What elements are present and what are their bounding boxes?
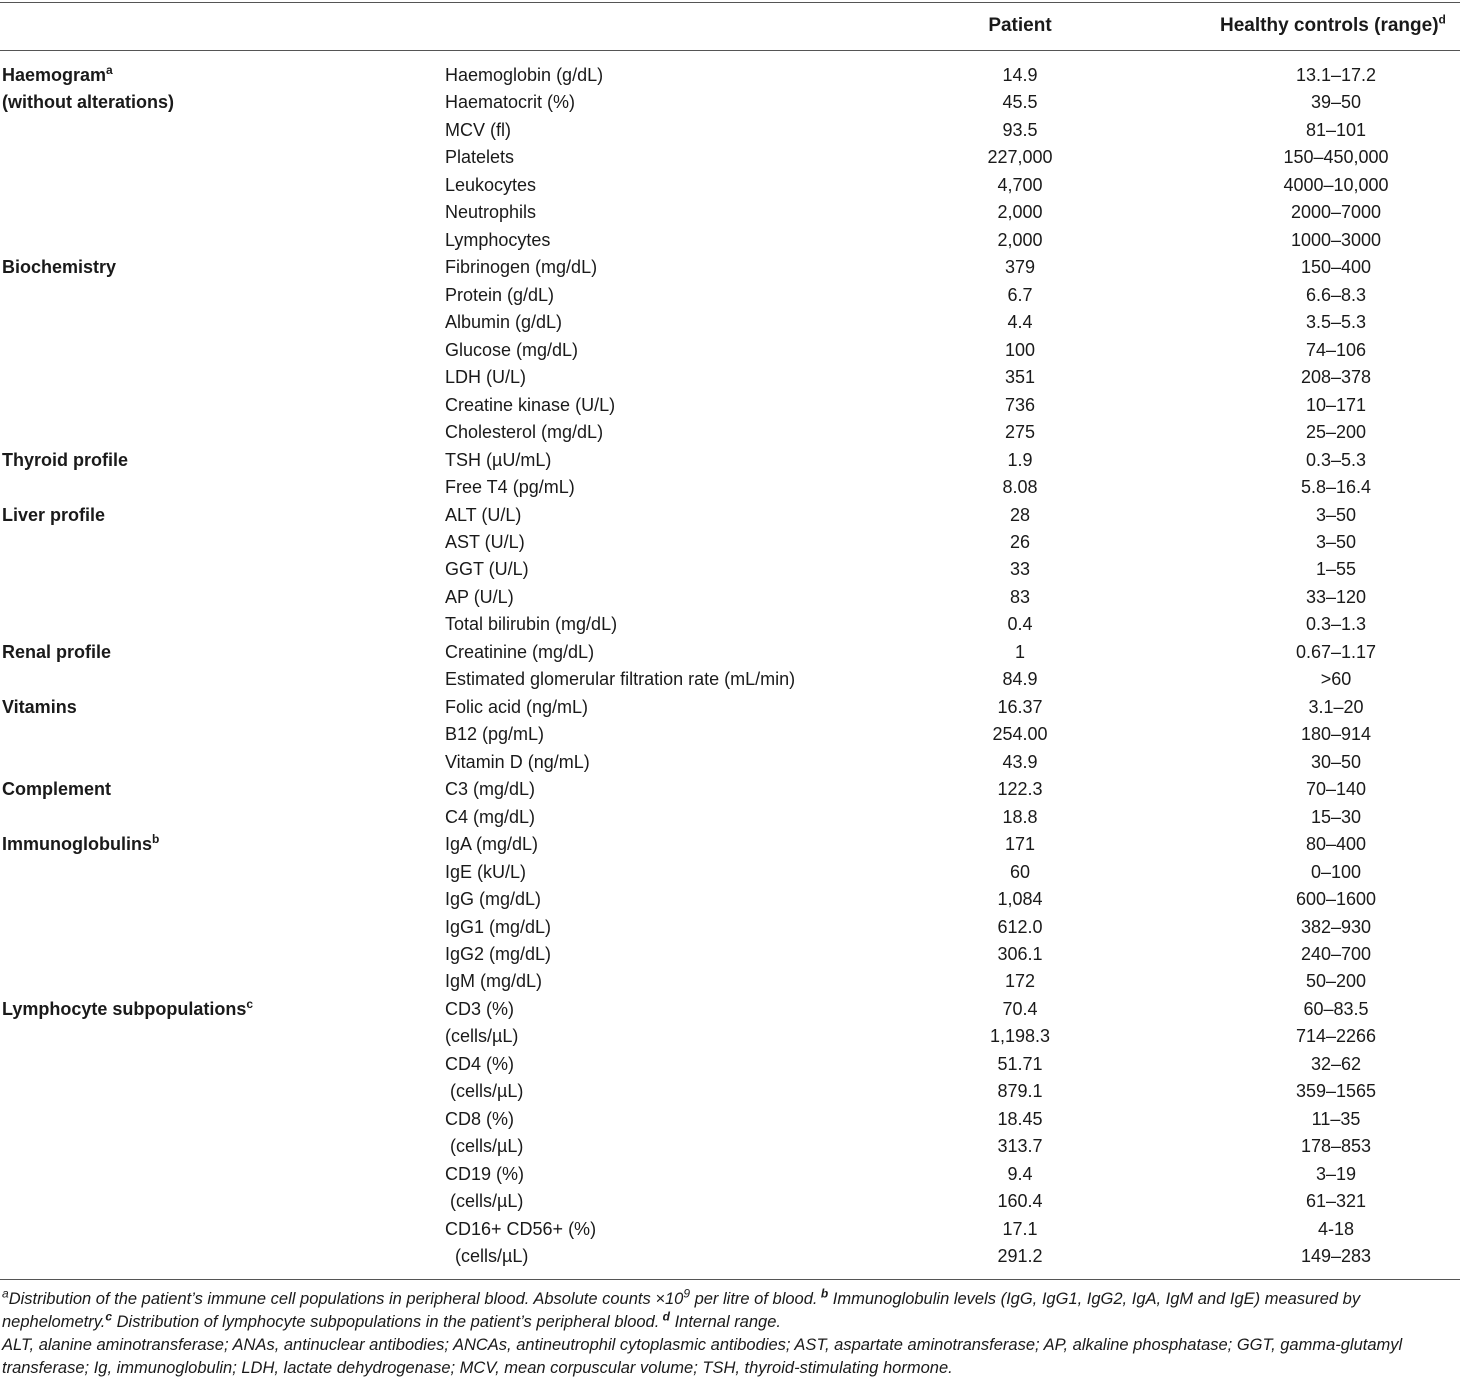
controls-range-cell: 0.3–1.3 <box>1305 614 1367 635</box>
controls-range-cell: 382–930 <box>1300 916 1372 937</box>
test-name-cell: (cells/µL) <box>445 1136 524 1157</box>
controls-range-cell: 13.1–17.2 <box>1295 65 1377 85</box>
test-name-cell: IgM (mg/dL) <box>445 971 543 992</box>
footnote-marker: b <box>152 832 160 847</box>
patient-value-cell: 879.1 <box>997 1081 1043 1102</box>
controls-range-cell: 178–853 <box>1300 1136 1372 1157</box>
controls-range-cell: 6.6–8.3 <box>1305 284 1367 305</box>
test-name-cell: Estimated glomerular filtration rate (mL/min) <box>445 669 796 690</box>
table-row <box>0 666 1460 693</box>
controls-range-cell: 2000–7000 <box>1290 202 1382 223</box>
test-name-cell: TSH (µU/mL) <box>445 449 552 470</box>
group-label-text: Liver profile <box>2 504 106 525</box>
table-row <box>0 859 1460 886</box>
test-name-cell: C4 (mg/dL) <box>445 806 536 827</box>
patient-value-cell: 43.9 <box>1002 751 1038 772</box>
table-row <box>0 1243 1460 1270</box>
row-group-label <box>2 639 111 666</box>
test-name-cell: Haematocrit (%) <box>445 92 576 113</box>
table-row <box>0 117 1460 144</box>
footnote-c-text: Distribution of lymphocyte subpopulations in the patient’s peripheral blood. <box>112 1313 660 1331</box>
table-row <box>0 1106 1460 1133</box>
lab-results-table <box>0 62 1460 1271</box>
patient-value-cell: 28 <box>1009 504 1031 525</box>
patient-value-cell: 2,000 <box>997 202 1043 223</box>
test-name-cell: IgE (kU/L) <box>445 861 527 882</box>
group-label-text: Biochemistry <box>2 257 117 278</box>
footnote-b-text: Immunoglobulin levels (IgG, IgG1, IgG2, IgA, IgM and IgE) measured by nephelometry. <box>2 1290 1361 1331</box>
patient-value-cell: 4.4 <box>1007 312 1033 333</box>
table-row <box>0 639 1460 666</box>
test-name-cell: Fibrinogen (mg/dL) <box>445 257 598 278</box>
table-row <box>0 886 1460 913</box>
footnote-marker-a: a <box>2 1286 9 1301</box>
controls-range-cell: 4000–10,000 <box>1283 174 1389 195</box>
table-row <box>0 721 1460 748</box>
controls-range-cell: 150–450,000 <box>1283 147 1389 168</box>
patient-value-cell: 16.37 <box>997 696 1043 717</box>
patient-value-cell: 4,700 <box>997 174 1043 195</box>
test-name-cell: Haemoglobin (g/dL) <box>445 65 604 85</box>
table-row <box>0 1051 1460 1078</box>
controls-range-cell: 70–140 <box>1305 779 1367 800</box>
group-label-text: Vitamins <box>2 696 77 717</box>
test-name-cell: CD4 (%) <box>445 1053 515 1074</box>
patient-value-cell: 379 <box>1004 257 1036 278</box>
patient-value-cell: 351 <box>1004 367 1036 388</box>
table-row <box>0 1078 1460 1105</box>
controls-range-cell: 80–400 <box>1305 834 1367 855</box>
test-name-cell: C3 (mg/dL) <box>445 779 536 800</box>
table-row <box>0 584 1460 611</box>
table-row <box>0 1023 1460 1050</box>
column-header-healthy-controls <box>1220 14 1446 38</box>
table-row <box>0 529 1460 556</box>
controls-range-cell: >60 <box>1320 669 1352 690</box>
table-row <box>0 282 1460 309</box>
controls-range-cell: 61–321 <box>1305 1191 1367 1212</box>
test-name-cell: Albumin (g/dL) <box>445 312 563 333</box>
patient-value-cell: 70.4 <box>1002 998 1038 1019</box>
test-name-cell: Leukocytes <box>445 174 537 195</box>
table-row <box>0 419 1460 446</box>
footnote-marker: a <box>106 63 113 77</box>
patient-value-cell: 172 <box>1004 971 1036 992</box>
test-name-cell: B12 (pg/mL) <box>445 724 545 745</box>
test-name-cell: IgG2 (mg/dL) <box>445 944 552 964</box>
test-name-cell: (cells/µL) <box>445 1026 519 1047</box>
test-name-cell: Folic acid (ng/mL) <box>445 696 589 717</box>
patient-value-cell: 8.08 <box>1002 477 1038 498</box>
row-group-sublabel: (without alterations) <box>2 92 174 113</box>
controls-range-cell: 50–200 <box>1305 971 1367 992</box>
column-header-patient <box>960 14 1080 38</box>
patient-value-cell: 313.7 <box>997 1136 1043 1157</box>
patient-value-cell: 171 <box>1004 834 1036 855</box>
controls-range-cell: 714–2266 <box>1295 1026 1377 1047</box>
test-name-cell: Creatinine (mg/dL) <box>445 641 595 662</box>
patient-value-cell: 0.4 <box>1007 614 1033 635</box>
footnote-marker-b: b <box>817 1286 829 1301</box>
test-name-cell: AST (U/L) <box>445 531 525 552</box>
row-group-label <box>2 254 116 281</box>
table-row <box>0 392 1460 419</box>
patient-value-cell: 227,000 <box>987 147 1053 168</box>
table-row <box>0 1188 1460 1215</box>
controls-range-cell: 208–378 <box>1300 367 1372 388</box>
controls-range-cell: 32–62 <box>1310 1053 1362 1074</box>
row-group-label <box>2 447 128 474</box>
footnote-paragraph <box>2 1288 1458 1334</box>
footnote-a-tail: per litre of blood. <box>690 1290 818 1308</box>
header-rule <box>0 50 1460 51</box>
patient-value-cell: 6.7 <box>1007 284 1033 305</box>
table-row <box>0 364 1460 391</box>
row-group-label <box>2 996 253 1023</box>
patient-value-cell: 18.8 <box>1002 806 1038 827</box>
controls-range-cell: 3.1–20 <box>1308 696 1364 717</box>
table-row <box>0 941 1460 968</box>
group-label-text: Haemogram <box>2 65 107 85</box>
table-row <box>0 1161 1460 1188</box>
test-name-cell: CD16+ CD56+ (%) <box>445 1218 597 1239</box>
column-header-controls-label: Healthy controls (range) <box>1220 15 1439 36</box>
patient-value-cell: 18.45 <box>997 1108 1043 1129</box>
table-row <box>0 309 1460 336</box>
table-row <box>0 749 1460 776</box>
test-name-cell: MCV (fl) <box>445 119 511 140</box>
footnote-d-text: Internal range. <box>669 1313 781 1331</box>
patient-value-cell: 51.71 <box>997 1053 1043 1074</box>
footnote-marker-d: d <box>659 1309 670 1324</box>
controls-range-cell: 33–120 <box>1305 586 1367 607</box>
test-name-cell: Lymphocytes <box>445 229 551 250</box>
test-name-cell: Glucose (mg/dL) <box>445 339 579 360</box>
controls-range-cell: 149–283 <box>1300 1246 1372 1267</box>
table-row <box>0 968 1460 995</box>
footnote-marker: c <box>246 996 254 1011</box>
row-group-label <box>2 776 111 803</box>
footnote-marker: d <box>1438 12 1446 27</box>
patient-value-cell: 45.5 <box>1002 92 1038 113</box>
patient-value-cell: 275 <box>1004 422 1036 443</box>
patient-value-cell: 9.4 <box>1007 1163 1033 1184</box>
test-name-cell: CD8 (%) <box>445 1108 515 1129</box>
footnote-a-text: Distribution of the patient’s immune cell populations in peripheral blood. Absolute counts ×10 <box>8 1290 684 1308</box>
table-row <box>0 172 1460 199</box>
controls-range-cell: 240–700 <box>1300 944 1372 964</box>
table-row <box>0 694 1460 721</box>
table-row <box>0 89 1460 116</box>
patient-value-cell: 100 <box>1004 339 1036 360</box>
test-name-cell: Platelets <box>445 147 515 168</box>
patient-value-cell: 83 <box>1009 586 1031 607</box>
test-name-cell: ALT (U/L) <box>445 504 522 525</box>
test-name-cell: Neutrophils <box>445 202 537 223</box>
table-row <box>0 1133 1460 1160</box>
test-name-cell: IgA (mg/dL) <box>445 834 539 855</box>
group-label-text: Thyroid profile <box>2 449 128 470</box>
footnote-a-exponent: 9 <box>683 1286 690 1301</box>
patient-value-cell: 84.9 <box>1002 669 1038 690</box>
test-name-cell: IgG (mg/dL) <box>445 889 542 910</box>
test-name-cell: LDH (U/L) <box>445 367 527 388</box>
patient-value-cell: 60 <box>1009 861 1031 882</box>
controls-range-cell: 4-18 <box>1317 1218 1355 1239</box>
patient-value-cell: 17.1 <box>1002 1218 1038 1239</box>
row-group-label <box>2 62 113 89</box>
controls-range-cell: 0.67–1.17 <box>1295 641 1377 662</box>
controls-range-cell: 39–50 <box>1310 92 1362 113</box>
patient-value-cell: 26 <box>1009 531 1031 552</box>
patient-value-cell: 612.0 <box>997 916 1043 937</box>
controls-range-cell: 81–101 <box>1305 119 1367 140</box>
controls-range-cell: 74–106 <box>1305 339 1367 360</box>
controls-range-cell: 180–914 <box>1300 724 1372 745</box>
patient-value-cell: 160.4 <box>997 1191 1043 1212</box>
test-name-cell: GGT (U/L) <box>445 559 529 580</box>
test-name-cell: Vitamin D (ng/mL) <box>445 751 590 772</box>
controls-range-cell: 15–30 <box>1310 806 1362 827</box>
table-top-rule <box>0 2 1460 3</box>
table-footnotes <box>2 1288 1458 1380</box>
table-row <box>0 447 1460 474</box>
controls-range-cell: 3–50 <box>1315 504 1357 525</box>
controls-range-cell: 359–1565 <box>1295 1081 1377 1102</box>
test-name-cell: Total bilirubin (mg/dL) <box>445 614 618 635</box>
controls-range-cell: 10–171 <box>1305 394 1367 415</box>
row-group-label <box>2 831 159 858</box>
table-row <box>0 776 1460 803</box>
group-label-text: Lymphocyte subpopulations <box>2 998 247 1019</box>
controls-range-cell: 3.5–5.3 <box>1305 312 1367 333</box>
table-row <box>0 1216 1460 1243</box>
patient-value-cell: 306.1 <box>997 944 1043 964</box>
controls-range-cell: 1000–3000 <box>1290 229 1382 250</box>
column-header-patient-label: Patient <box>988 15 1052 36</box>
patient-value-cell: 291.2 <box>997 1246 1043 1267</box>
patient-value-cell: 33 <box>1009 559 1031 580</box>
row-group-label <box>2 694 77 721</box>
test-name-cell: AP (U/L) <box>445 586 514 607</box>
patient-value-cell: 1,084 <box>997 889 1043 910</box>
controls-range-cell: 1–55 <box>1315 559 1357 580</box>
patient-value-cell: 1 <box>1014 641 1025 662</box>
table-row <box>0 199 1460 226</box>
test-name-cell: CD3 (%) <box>445 998 515 1019</box>
table-row <box>0 502 1460 529</box>
table-bottom-rule <box>0 1279 1460 1280</box>
controls-range-cell: 0.3–5.3 <box>1305 449 1367 470</box>
table-row <box>0 227 1460 254</box>
table-row <box>0 804 1460 831</box>
controls-range-cell: 25–200 <box>1305 422 1367 443</box>
controls-range-cell: 5.8–16.4 <box>1300 477 1372 498</box>
controls-range-cell: 30–50 <box>1310 751 1362 772</box>
test-name-cell: (cells/µL) <box>445 1246 529 1267</box>
table-row <box>0 474 1460 501</box>
table-row <box>0 996 1460 1023</box>
controls-range-cell: 150–400 <box>1300 257 1372 278</box>
test-name-cell: IgG1 (mg/dL) <box>445 916 552 937</box>
test-name-cell: CD19 (%) <box>445 1163 525 1184</box>
controls-range-cell: 600–1600 <box>1295 889 1377 910</box>
group-label-text: Renal profile <box>2 641 112 662</box>
table-row <box>0 556 1460 583</box>
test-name-cell: Creatine kinase (U/L) <box>445 394 616 415</box>
table-row <box>0 831 1460 858</box>
table-row <box>0 611 1460 638</box>
test-name-cell: (cells/µL) <box>445 1191 524 1212</box>
table-row <box>0 337 1460 364</box>
group-label-text: Immunoglobulins <box>2 834 152 855</box>
controls-range-cell: 60–83.5 <box>1303 998 1369 1019</box>
table-row <box>0 254 1460 281</box>
controls-range-cell: 3–19 <box>1315 1163 1357 1184</box>
test-name-cell: Cholesterol (mg/dL) <box>445 422 604 443</box>
patient-value-cell: 736 <box>1004 394 1036 415</box>
patient-value-cell: 254.00 <box>992 724 1048 745</box>
patient-value-cell: 1,198.3 <box>989 1026 1051 1047</box>
abbreviations-note: ALT, alanine aminotransferase; ANAs, antinuclear antibodies; ANCAs, antineutrophil cytoplasmic antibodies; AST, aspartate aminotransferase; AP, alkaline phosphatase; GGT, gamma-glutamyl transferase; Ig, immunoglobulin; LDH, lactate dehydrogenase; MCV, mean corpuscular volume; TSH, thyroid-stimulating hormone. <box>2 1336 1403 1377</box>
test-name-cell: Free T4 (pg/mL) <box>445 477 575 498</box>
group-label-text: Complement <box>2 779 112 800</box>
patient-value-cell: 93.5 <box>1002 119 1038 140</box>
test-name-cell: Protein (g/dL) <box>445 284 555 305</box>
patient-value-cell: 1.9 <box>1007 449 1033 470</box>
table-row <box>0 914 1460 941</box>
patient-value-cell: 14.9 <box>1002 65 1038 85</box>
controls-range-cell: 0–100 <box>1310 861 1362 882</box>
patient-value-cell: 122.3 <box>997 779 1043 800</box>
footnote-marker-c: c <box>105 1309 113 1324</box>
table-row <box>0 144 1460 171</box>
patient-value-cell: 2,000 <box>997 229 1043 250</box>
test-name-cell: (cells/µL) <box>445 1081 524 1102</box>
row-group-label <box>2 502 105 529</box>
controls-range-cell: 11–35 <box>1311 1108 1361 1129</box>
controls-range-cell: 3–50 <box>1315 531 1357 552</box>
